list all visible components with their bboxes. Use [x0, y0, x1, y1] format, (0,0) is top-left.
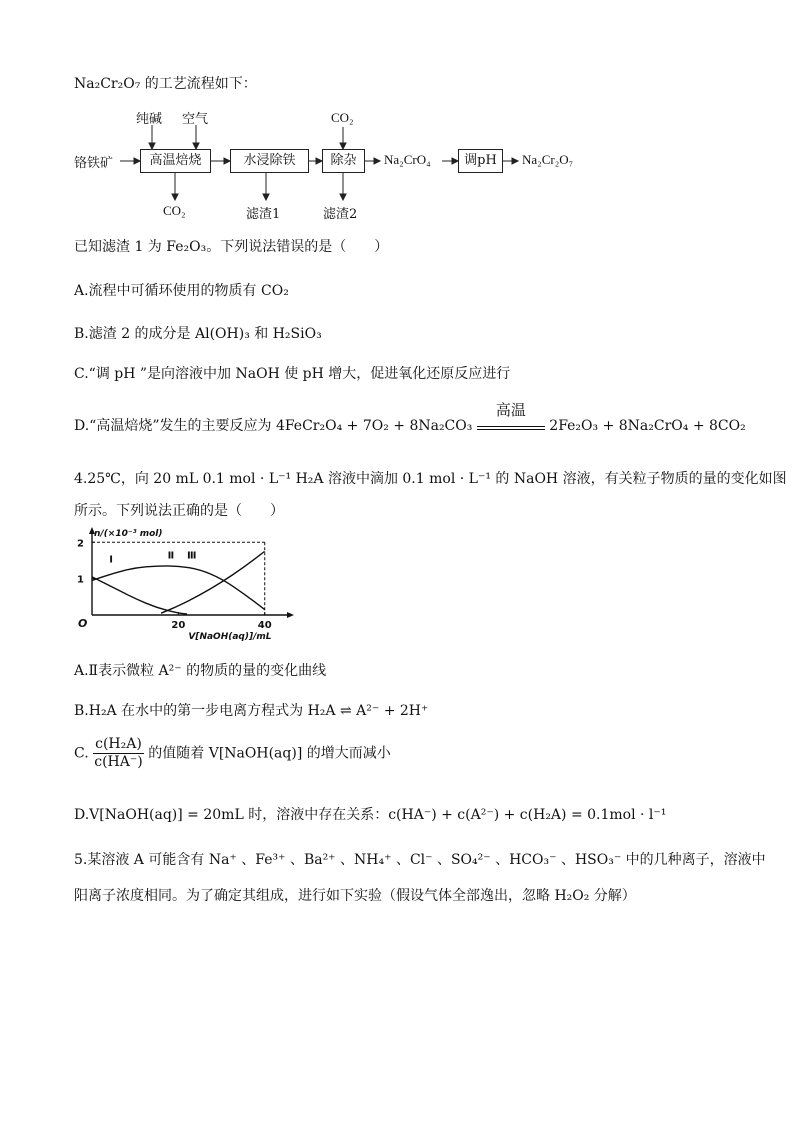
- q4-c-prefix: C.: [74, 745, 89, 762]
- q4-stem-line1: 4.25℃，向 20 mL 0.1 mol · L⁻¹ H₂A 溶液中滴加 0.1 mol · L⁻¹ 的 NaOH 溶液，有关粒子物质的量的变化如图: [74, 471, 787, 487]
- q3-stem: 已知滤渣 1 为 Fe₂O₃。下列说法错误的是（ ）: [74, 239, 389, 255]
- x-axis-label: V[NaOH(aq)]/mL: [188, 632, 272, 642]
- x-tick-label-0: 20: [171, 620, 186, 631]
- q3-option-b: B.滤渣 2 的成分是 Al(OH)₃ 和 H₂SiO₃: [74, 326, 322, 342]
- q4-c-numerator: c(H₂A): [95, 736, 142, 752]
- series-label-1: Ⅱ: [167, 550, 175, 562]
- series-label-0: Ⅰ: [109, 554, 114, 566]
- y-tick-label-1: 2: [77, 538, 84, 550]
- y-axis-label: n/(×10⁻³ mol): [94, 529, 163, 539]
- flow-start: 铬铁矿: [74, 156, 114, 171]
- flow-step-leaching: 水浸除铁: [230, 149, 309, 173]
- q3-d-reactants: D.“高温焙烧”发生的主要反应为 4FeCr₂O₄ + 7O₂ + 8Na₂CO₃: [74, 418, 473, 434]
- q4-c-denominator: c(HA⁻): [94, 754, 143, 770]
- q4-option-d: D.V[NaOH(aq)] = 20mL 时，溶液中存在关系：c(HA⁻) + c(A²⁻) + c(H₂A) = 0.1mol · l⁻¹: [74, 807, 667, 823]
- series-line-2: [161, 551, 265, 613]
- chart-svg: [60, 525, 300, 645]
- series-line-1: [92, 566, 265, 610]
- flow-output-co2: CO₂: [163, 203, 186, 218]
- flow-final-product: Na₂Cr₂O₇: [522, 152, 574, 167]
- q4-c-suffix: 的值随着 V[NaOH(aq)] 的增大而减小: [148, 745, 391, 762]
- flow-step-adjust-ph: 调pH: [458, 149, 503, 173]
- q3-option-d: [74, 401, 746, 435]
- q3-option-c: C.“调 pH ”是向溶液中加 NaOH 使 pH 增大，促进氧化还原反应进行: [74, 366, 511, 382]
- q4-stem-line2: 所示。下列说法正确的是（ ）: [74, 503, 284, 519]
- q3-d-arrow: [477, 401, 545, 430]
- q4-option-a: A.Ⅱ表示微粒 A²⁻ 的物质的量的变化曲线: [74, 663, 327, 679]
- flow-output-residue2: 滤渣2: [323, 207, 358, 222]
- flow-mid-product: Na₂CrO₄: [384, 152, 431, 167]
- q5-line2: 阳离子浓度相同。为了确定其组成，进行如下实验（假设气体全部逸出，忽略 H₂O₂ 分解）: [74, 888, 636, 904]
- flow-arrows: [0, 0, 794, 230]
- flow-step-roasting: 高温焙烧: [140, 149, 211, 173]
- flow-input-soda: 纯碱: [136, 112, 163, 127]
- q3-option-a: A.流程中可循环使用的物质有 CO₂: [74, 283, 289, 299]
- origin-label: O: [78, 617, 88, 630]
- x-axis-arrow: [287, 612, 294, 618]
- flow-output-residue1: 滤渣1: [246, 207, 281, 222]
- q4-chart: [60, 525, 300, 645]
- q3-d-condition: 高温: [495, 401, 526, 419]
- q4-option-c: [74, 736, 391, 771]
- q3-d-products: 2Fe₂O₃ + 8Na₂CrO₄ + 8CO₂: [549, 418, 746, 434]
- y-tick-label-0: 1: [77, 574, 84, 586]
- series-label-2: Ⅲ: [187, 550, 197, 562]
- process-intro: Na₂Cr₂O₇ 的工艺流程如下：: [74, 76, 257, 92]
- q5-line1: 5.某溶液 A 可能含有 Na⁺ 、Fe³⁺ 、Ba²⁺ 、NH₄⁺ 、Cl⁻ 、SO₄²⁻ 、HCO₃⁻ 、HSO₃⁻ 中的几种离子，溶液中: [74, 852, 766, 868]
- x-tick-label-1: 40: [257, 620, 272, 631]
- q4-c-fraction: [93, 736, 144, 771]
- q4-option-b: B.H₂A 在水中的第一步电离方程式为 H₂A ⇌ A²⁻ + 2H⁺: [74, 703, 429, 719]
- flow-input-air: 空气: [182, 112, 209, 127]
- flow-step-purify: 除杂: [322, 149, 365, 173]
- flow-input-co2: CO₂: [331, 110, 354, 125]
